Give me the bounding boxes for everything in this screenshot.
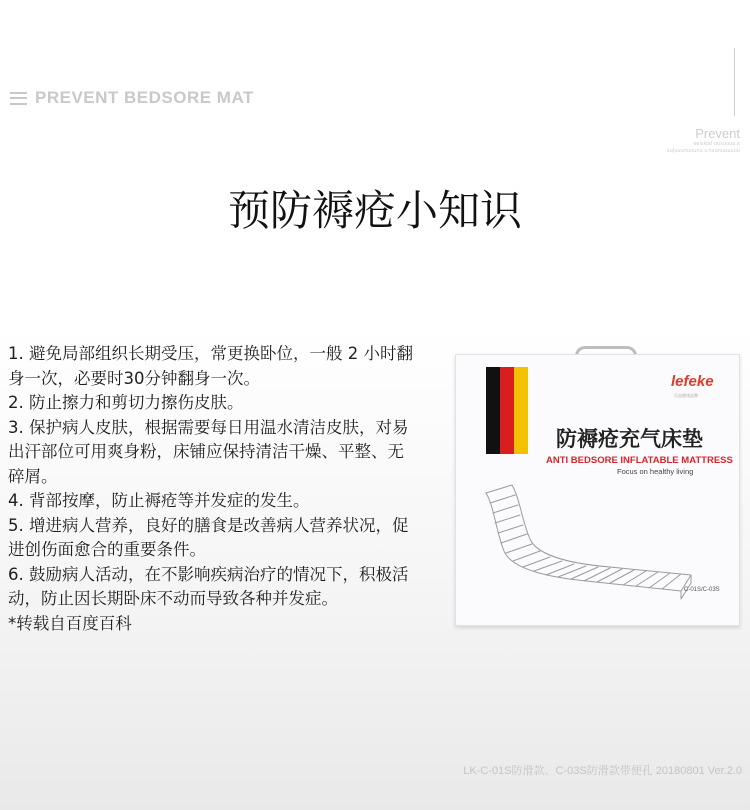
tip-item: 1. 避免局部组织长期受压，常更换卧位，一般 2 小时翻身一次，必要时30分钟翻身一次。 — [8, 344, 413, 388]
tips-list — [8, 342, 418, 636]
page-title: 预防褥疮小知识 — [227, 186, 522, 235]
model-number: C-01S/C-03S — [684, 587, 720, 593]
prevent-small-1: eelskjal uusuuuu.x — [693, 141, 740, 147]
flag-stripes — [486, 367, 528, 454]
product-name-cn: 防褥疮充气床垫 — [556, 427, 703, 451]
flag-stripe-gold — [514, 367, 528, 454]
flag-stripe-black — [486, 367, 500, 454]
product-box — [455, 354, 740, 626]
prevent-small-2: sujuuunuuunu s.nxunuuuuuu — [667, 148, 740, 154]
flag-stripe-red — [500, 367, 514, 454]
product-box-image — [455, 346, 740, 626]
prevent-watermark — [667, 126, 740, 155]
product-name-en: ANTI BEDSORE INFLATABLE MATTRESS — [546, 455, 733, 466]
brand-logo: lefeke — [671, 373, 714, 390]
brand-subtitle: 乐益健康品牌 — [674, 393, 698, 398]
tip-item: 3. 保护病人皮肤，根据需要每日用温水清洁皮肤，对易出汗部位可用爽身粉，床铺应保持清洁干燥、平整、无碎屑。 — [8, 417, 409, 486]
divider-line — [734, 48, 735, 116]
tip-item: 5. 增进病人营养，良好的膳食是改善病人营养状况，促进创伤面愈合的重要条件。 — [8, 515, 409, 559]
source-note: *转载自百度百科 — [8, 613, 132, 633]
tip-item: 4. 背部按摩，防止褥疮等并发症的发生。 — [8, 491, 310, 510]
section-tag — [10, 88, 254, 108]
mattress-illustration — [476, 481, 696, 611]
menu-lines-icon — [10, 92, 27, 105]
tip-item: 6. 鼓励病人活动，在不影响疾病治疗的情况下，积极活动，防止因长期卧床不动而导致各种并发症。 — [8, 564, 409, 608]
section-tag-text: PREVENT BEDSORE MAT — [35, 88, 254, 107]
version-note: LK-C-01S防滑款、C-03S防滑款带便孔 20180801 Ver.2.0 — [463, 765, 742, 777]
tip-item: 2. 防止擦力和剪切力擦伤皮肤。 — [8, 393, 244, 412]
product-tagline: Focus on healthy living — [617, 467, 694, 476]
prevent-word: Prevent — [695, 126, 740, 141]
